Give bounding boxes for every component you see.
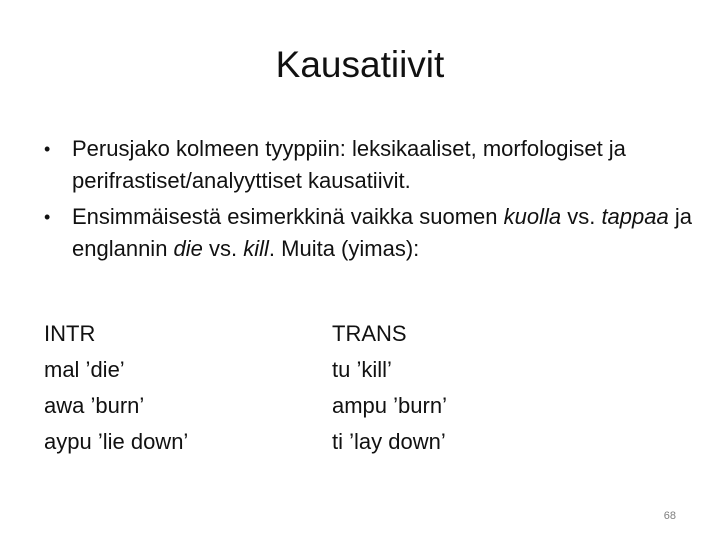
intr-row: mal ’die’ bbox=[44, 357, 125, 382]
bullet-item bbox=[44, 201, 694, 265]
trans-row: tu ’kill’ bbox=[332, 357, 392, 382]
intr-column bbox=[44, 316, 188, 460]
bullet-term-tappaa: tappaa bbox=[601, 204, 669, 229]
intr-header: INTR bbox=[44, 321, 96, 346]
bullet-text-segment: . Muita (yimas): bbox=[268, 236, 420, 261]
trans-column bbox=[332, 316, 447, 460]
slide-number: 68 bbox=[663, 510, 676, 522]
trans-row: ampu ’burn’ bbox=[332, 393, 447, 418]
intr-row: awa ’burn’ bbox=[44, 393, 145, 418]
trans-header: TRANS bbox=[332, 321, 407, 346]
bullet-list bbox=[44, 133, 694, 269]
bullet-term-kuolla: kuolla bbox=[503, 204, 562, 229]
slide-title: Kausatiivit bbox=[275, 44, 445, 85]
bullet-text-segment: vs. bbox=[202, 236, 244, 261]
bullet-text: Perusjako kolmeen tyyppiin: leksikaaliset, morfologiset ja perifrastiset/analyyttiset kausatiivit. bbox=[72, 136, 626, 193]
trans-row: ti ’lay down’ bbox=[332, 429, 446, 454]
bullet-term-die: die bbox=[173, 236, 203, 261]
bullet-dot-icon: • bbox=[44, 139, 51, 159]
bullet-term-kill: kill bbox=[243, 236, 269, 261]
bullet-dot-icon: • bbox=[44, 207, 51, 227]
bullet-item bbox=[44, 133, 694, 197]
intr-row: aypu ’lie down’ bbox=[44, 429, 189, 454]
bullet-text-segment: Ensimmäisestä esimerkkinä vaikka suomen bbox=[72, 204, 504, 229]
bullet-text-segment: ja englannin bbox=[72, 204, 692, 261]
bullet-text-segment: vs. bbox=[561, 204, 602, 229]
